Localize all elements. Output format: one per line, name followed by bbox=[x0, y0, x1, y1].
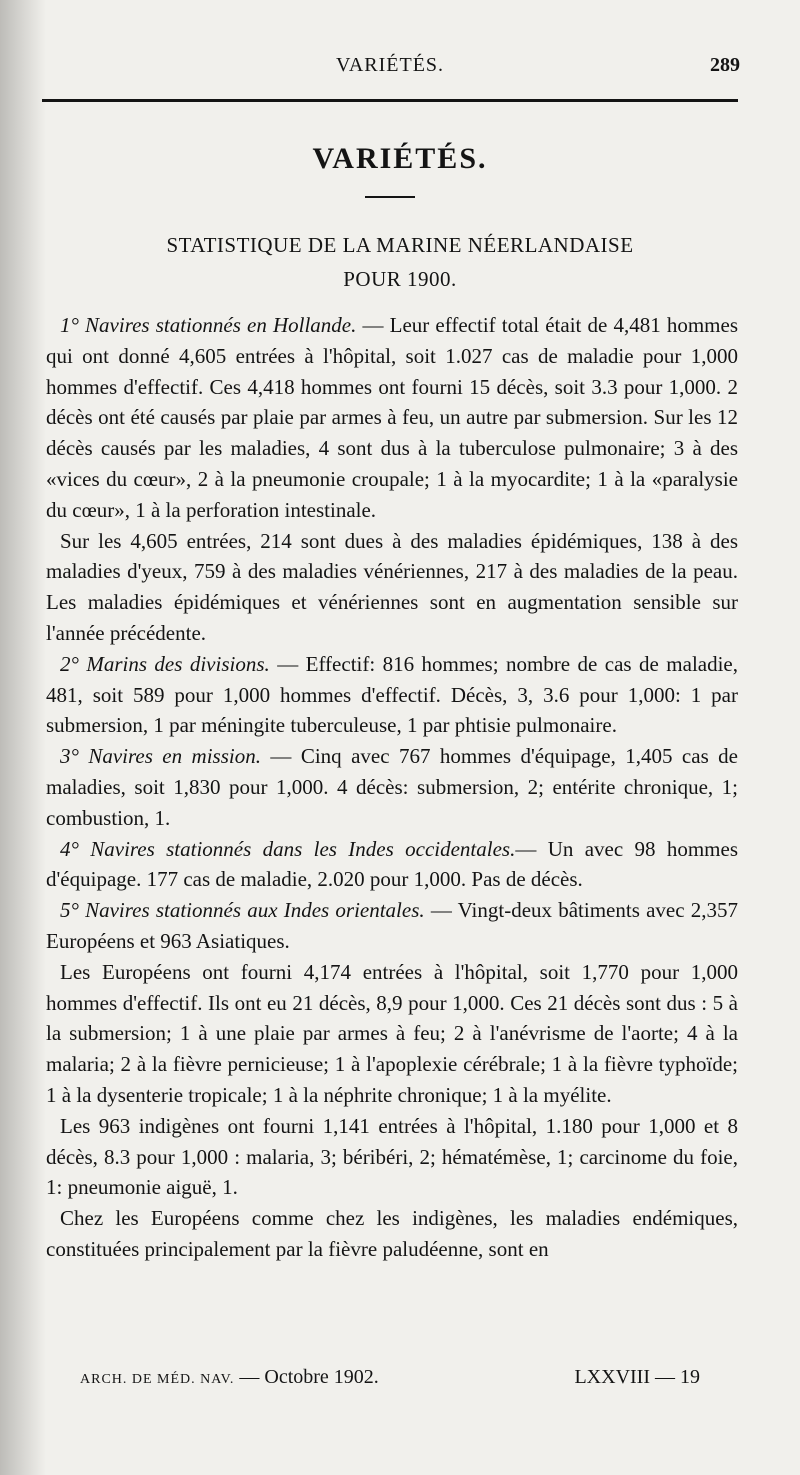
article-body bbox=[46, 310, 738, 1265]
footer-journal bbox=[80, 1366, 379, 1389]
section-title: VARIÉTÉS. bbox=[312, 142, 488, 175]
header-rule bbox=[42, 99, 738, 102]
paragraph-text: Sur les 4,605 entrées, 214 sont dues à des maladies épidémiques, 138 à des maladies d'yeux, 759 à des maladies vénériennes, 217 à des maladies de la peau. Les maladies épidémiques et vénériennes sont en augmentation sensible sur l'année précédente. bbox=[46, 528, 738, 645]
article-title-line-2: POUR 1900. bbox=[343, 267, 457, 291]
running-head bbox=[40, 52, 740, 82]
running-head-title: VARIÉTÉS. bbox=[335, 54, 445, 76]
paragraph-label: 2° Marins des divisions. bbox=[60, 651, 270, 676]
title-divider bbox=[365, 196, 415, 198]
page-footer bbox=[80, 1366, 700, 1396]
paragraph-text: Les 963 indigènes ont fourni 1,141 entrées à l'hôpital, 1.180 pour 1,000 et 8 décès, 8.3 pour 1,000 : malaria, 3; béribéri, 2; hématémèse, 1; carcinome du foie, 1: pneumonie aiguë, 1. bbox=[46, 1113, 738, 1200]
paragraph-text: — Vingt-deux bâtiments avec 2,357 Européens et 963 Asiatiques. bbox=[46, 898, 738, 953]
paragraph-text: — Un avec 98 hommes d'équipage. 177 cas de maladie, 2.020 pour 1,000. Pas de décès. bbox=[46, 836, 739, 892]
paragraph-label: 1° Navires stationnés en Hollande. bbox=[60, 313, 357, 337]
article-title-line-1: STATISTIQUE DE LA MARINE NÉERLANDAISE bbox=[166, 233, 634, 257]
paragraph-7 bbox=[46, 957, 738, 1111]
paragraph-label: 4° Navires stationnés dans les Indes occidentales. bbox=[60, 836, 516, 861]
paragraph-6 bbox=[46, 895, 738, 957]
paragraph-5 bbox=[46, 834, 738, 896]
binding-shadow bbox=[0, 0, 46, 1475]
paragraph-text: — Leur effectif total était de 4,481 hommes qui ont donné 4,605 entrées à l'hôpital, soit 1.027 cas de maladie pour 1,000 hommes d'effectif. Ces 4,418 hommes ont fourni 15 décès, soit 3.3 pour 1,000. 2 décès ont été causés par plaie par armes à feu, un autre par submersion. Sur les 12 décès causés par les maladies, 4 sont dus à la tuberculose pulmonaire; 3 à des «vices du cœur», 2 à la pneumonie croupale; 1 à la myocardite; 1 à la «paralysie du cœur», 1 à la perforation intestinale. bbox=[46, 313, 739, 522]
paragraph-1 bbox=[46, 310, 738, 526]
page-number: 289 bbox=[710, 54, 740, 76]
paragraph-2 bbox=[46, 526, 738, 649]
paragraph-4 bbox=[46, 741, 738, 833]
paragraph-9 bbox=[46, 1203, 738, 1265]
paragraph-label: 3° Navires en mission. bbox=[60, 744, 261, 769]
article-title bbox=[60, 228, 740, 296]
issue-date: — Octobre 1902. bbox=[234, 1366, 379, 1388]
paragraph-text: — Cinq avec 767 hommes d'équipage, 1,405 cas de maladies, soit 1,830 pour 1,000. 4 décès: submersion, 2; entérite chronique, 1; combustion, 1. bbox=[46, 744, 738, 830]
paragraph-text: Chez les Européens comme chez les indigènes, les maladies endémiques, constituées principalement par la fièvre paludéenne, sont en bbox=[46, 1206, 738, 1261]
paragraph-text: Les Européens ont fourni 4,174 entrées à l'hôpital, soit 1,770 pour 1,000 hommes d'effectif. Ils ont eu 21 décès, 8,9 pour 1,000. Ces 21 décès sont dus : 5 à la submersion; 1 à une plaie par armes à feu; 2 à l'anévrisme de l'aorte; 4 à la malaria; 2 à la fièvre pernicieuse; 1 à l'apoplexie cérébrale; 1 à la fièvre typhoïde; 1 à la dysenterie tropicale; 1 à la néphrite chronique; 1 à la myélite. bbox=[46, 959, 738, 1107]
journal-abbreviation: ARCH. DE MÉD. NAV. bbox=[80, 1372, 235, 1387]
paragraph-text: — Effectif: 816 hommes; nombre de cas de maladie, 481, soit 589 pour 1,000 hommes d'effectif. Décès, 3, 3.6 pour 1,000: 1 par submersion, 1 par méningite tuberculeuse, 1 par phtisie pulmonaire. bbox=[46, 651, 738, 738]
paragraph-8 bbox=[46, 1111, 738, 1203]
paragraph-label: 5° Navires stationnés aux Indes orientales. bbox=[60, 898, 425, 923]
paragraph-3 bbox=[46, 649, 738, 741]
signature-mark: LXXVIII — 19 bbox=[574, 1366, 700, 1388]
